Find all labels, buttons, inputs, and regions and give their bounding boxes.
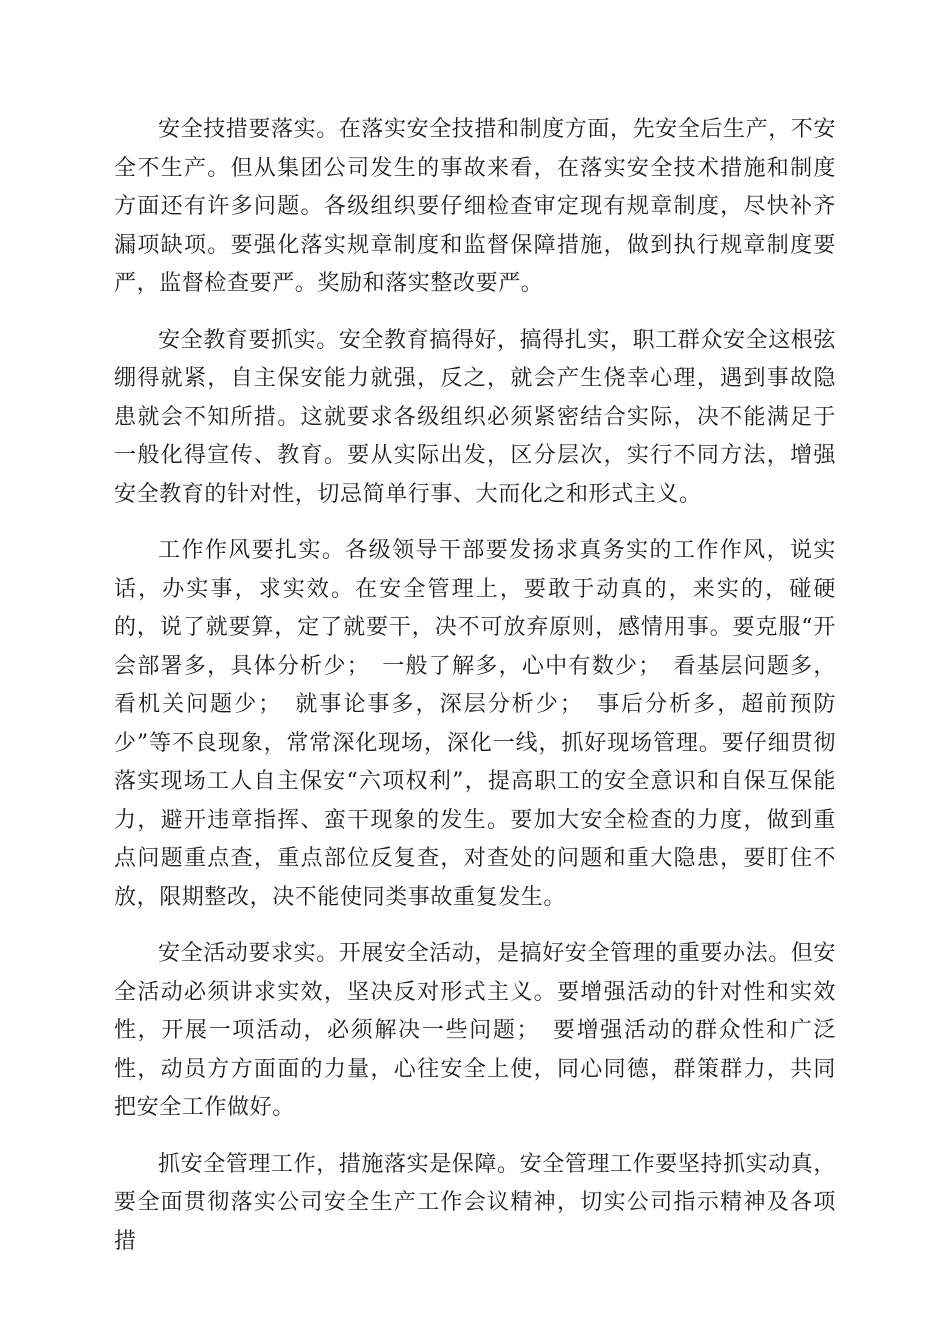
paragraph-management-guarantee: 抓安全管理工作，措施落实是保障。安全管理工作要坚持抓实动真，要全面贯彻落实公司安全生产工作会议精神，切实公司指示精神及各项措	[114, 1151, 837, 1254]
document-body	[114, 111, 836, 1279]
paragraph-work-style: 工作作风要扎实。各级领导干部要发扬求真务实的工作作风，说实话，办实事，求实效。在安全管理上，要敢于动真的，来实的，碰硬的，说了就要算，定了就要干，决不可放弃原则，感情用事。要克服“开会部署多，具体分析少； 一般了解多，心中有数少； 看基层问题多，看机关问题少； 就事论事多，深层分析少； 事后分析多，超前预防少”等不良现象，常常深化现场，深化一线，抓好现场管理。要仔细贯彻落实现场工人自主保安“六项权利”，提高职工的安全意识和自保互保能力，避开违章指挥、蛮干现象的发生。要加大安全检查的力度，做到重点问题重点查，重点部位反复查，对查处的问题和重大隐患，要盯住不放，限期整改，决不能使同类事故重复发生。	[114, 538, 836, 910]
paragraph-safety-activities: 安全活动要求实。开展安全活动，是搞好安全管理的重要办法。但安全活动必须讲求实效，坚决反对形式主义。要增强活动的针对性和实效性，开展一项活动，必须解决一些问题； 要增强活动的群众性和广泛性，动员方方面面的力量，心往安全上使，同心同德，群策群力，共同把安全工作做好。	[114, 941, 837, 1120]
paragraph-safety-education: 安全教育要抓实。安全教育搞得好，搞得扎实，职工群众安全这根弦绷得就紧，自主保安能力就强，反之，就会产生侥幸心理，遇到事故隐患就会不知所措。这就要求各级组织必须紧密结合实际，决不能满足于一般化得宣传、教育。要从实际出发，区分层次，实行不同方法，增强安全教育的针对性，切忌简单行事、大而化之和形式主义。	[114, 327, 837, 507]
paragraph-technical-measures: 安全技措要落实。在落实安全技措和制度方面，先安全后生产，不安全不生产。但从集团公司发生的事故来看，在落实安全技术措施和制度方面还有许多问题。各级组织要仔细检查审定现有规章制度，尽快补齐漏项缺项。要强化落实规章制度和监督保障措施，做到执行规章制度要严，监督检查要严。奖励和落实整改要严。	[114, 117, 837, 296]
